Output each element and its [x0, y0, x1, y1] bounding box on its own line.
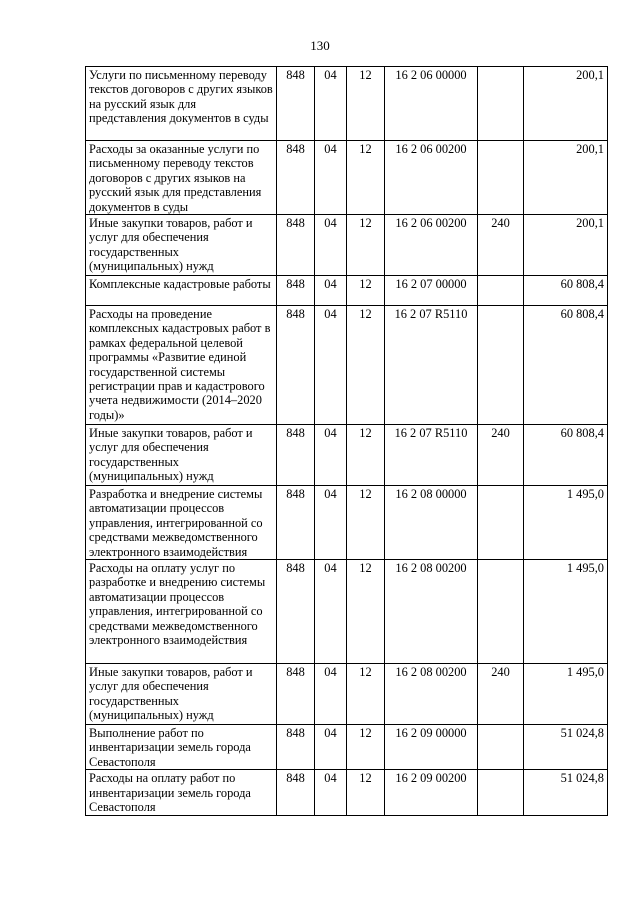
expense-name-cell: Выполнение работ по инвентаризации земель города Севастополя	[86, 725, 277, 770]
subsection-code-cell: 12	[347, 276, 385, 306]
table-row	[86, 486, 608, 560]
target-article-cell: 16 2 08 00200	[385, 560, 478, 664]
target-article-cell: 16 2 06 00200	[385, 141, 478, 215]
subsection-code-cell: 12	[347, 67, 385, 141]
subsection-code-cell: 12	[347, 141, 385, 215]
table-row	[86, 276, 608, 306]
target-article-cell: 16 2 07 R5110	[385, 425, 478, 486]
subsection-code-cell: 12	[347, 560, 385, 664]
ministry-code-cell: 848	[277, 486, 315, 560]
section-code-cell: 04	[315, 67, 347, 141]
amount-cell: 60 808,4	[524, 306, 608, 425]
table-row	[86, 560, 608, 664]
expense-type-cell	[478, 306, 524, 425]
amount-cell: 1 495,0	[524, 486, 608, 560]
page-number: 130	[310, 38, 330, 53]
target-article-cell: 16 2 07 R5110	[385, 306, 478, 425]
table-row	[86, 67, 608, 141]
expense-type-cell: 240	[478, 215, 524, 276]
expense-name-cell: Иные закупки товаров, работ и услуг для обеспечения государственных (муниципальных) нужд	[86, 425, 277, 486]
table-row	[86, 306, 608, 425]
expense-name-cell: Расходы на оплату работ по инвентаризации земель города Севастополя	[86, 770, 277, 816]
subsection-code-cell: 12	[347, 215, 385, 276]
subsection-code-cell: 12	[347, 664, 385, 725]
section-code-cell: 04	[315, 276, 347, 306]
target-article-cell: 16 2 06 00200	[385, 215, 478, 276]
amount-cell: 200,1	[524, 215, 608, 276]
expense-type-cell	[478, 67, 524, 141]
expense-type-cell	[478, 560, 524, 664]
table-row	[86, 725, 608, 770]
section-code-cell: 04	[315, 486, 347, 560]
section-code-cell: 04	[315, 560, 347, 664]
section-code-cell: 04	[315, 306, 347, 425]
subsection-code-cell: 12	[347, 486, 385, 560]
table-row	[86, 664, 608, 725]
expense-type-cell	[478, 141, 524, 215]
expense-type-cell	[478, 725, 524, 770]
ministry-code-cell: 848	[277, 306, 315, 425]
target-article-cell: 16 2 08 00000	[385, 486, 478, 560]
amount-cell: 200,1	[524, 141, 608, 215]
budget-table-body	[86, 67, 608, 816]
ministry-code-cell: 848	[277, 725, 315, 770]
section-code-cell: 04	[315, 770, 347, 816]
expense-type-cell: 240	[478, 425, 524, 486]
section-code-cell: 04	[315, 215, 347, 276]
expense-name-cell: Расходы на проведение комплексных кадастровых работ в рамках федеральной целевой программы «Развитие единой государственной системы регистрации прав и кадастрового учета недвижимости (2014–2020 годы)»	[86, 306, 277, 425]
target-article-cell: 16 2 07 00000	[385, 276, 478, 306]
amount-cell: 1 495,0	[524, 664, 608, 725]
ministry-code-cell: 848	[277, 141, 315, 215]
section-code-cell: 04	[315, 664, 347, 725]
ministry-code-cell: 848	[277, 425, 315, 486]
expense-name-cell: Иные закупки товаров, работ и услуг для обеспечения государственных (муниципальных) нужд	[86, 215, 277, 276]
subsection-code-cell: 12	[347, 306, 385, 425]
table-row	[86, 770, 608, 816]
amount-cell: 60 808,4	[524, 276, 608, 306]
expense-name-cell: Услуги по письменному переводу текстов договоров с других языков на русский язык для представления документов в суды	[86, 67, 277, 141]
target-article-cell: 16 2 09 00000	[385, 725, 478, 770]
subsection-code-cell: 12	[347, 770, 385, 816]
section-code-cell: 04	[315, 141, 347, 215]
expense-name-cell: Иные закупки товаров, работ и услуг для обеспечения государственных (муниципальных) нужд	[86, 664, 277, 725]
section-code-cell: 04	[315, 425, 347, 486]
target-article-cell: 16 2 08 00200	[385, 664, 478, 725]
target-article-cell: 16 2 09 00200	[385, 770, 478, 816]
target-article-cell: 16 2 06 00000	[385, 67, 478, 141]
amount-cell: 51 024,8	[524, 770, 608, 816]
expense-type-cell	[478, 486, 524, 560]
ministry-code-cell: 848	[277, 664, 315, 725]
expense-name-cell: Разработка и внедрение системы автоматизации процессов управления, интегрированной со средствами межведомственного электронного взаимодействия	[86, 486, 277, 560]
ministry-code-cell: 848	[277, 215, 315, 276]
ministry-code-cell: 848	[277, 276, 315, 306]
expense-type-cell: 240	[478, 664, 524, 725]
amount-cell: 1 495,0	[524, 560, 608, 664]
subsection-code-cell: 12	[347, 725, 385, 770]
amount-cell: 51 024,8	[524, 725, 608, 770]
table-row	[86, 215, 608, 276]
expense-name-cell: Расходы за оказанные услуги по письменному переводу текстов договоров с других языков на русский язык для представления документов в суды	[86, 141, 277, 215]
section-code-cell: 04	[315, 725, 347, 770]
expense-name-cell: Комплексные кадастровые работы	[86, 276, 277, 306]
ministry-code-cell: 848	[277, 770, 315, 816]
expense-type-cell	[478, 770, 524, 816]
table-row	[86, 425, 608, 486]
ministry-code-cell: 848	[277, 67, 315, 141]
ministry-code-cell: 848	[277, 560, 315, 664]
amount-cell: 60 808,4	[524, 425, 608, 486]
table-row	[86, 141, 608, 215]
expense-name-cell: Расходы на оплату услуг по разработке и внедрению системы автоматизации процессов управления, интегрированной со средствами межведомственного электронного взаимодействия	[86, 560, 277, 664]
expense-type-cell	[478, 276, 524, 306]
budget-table	[85, 66, 608, 816]
amount-cell: 200,1	[524, 67, 608, 141]
subsection-code-cell: 12	[347, 425, 385, 486]
